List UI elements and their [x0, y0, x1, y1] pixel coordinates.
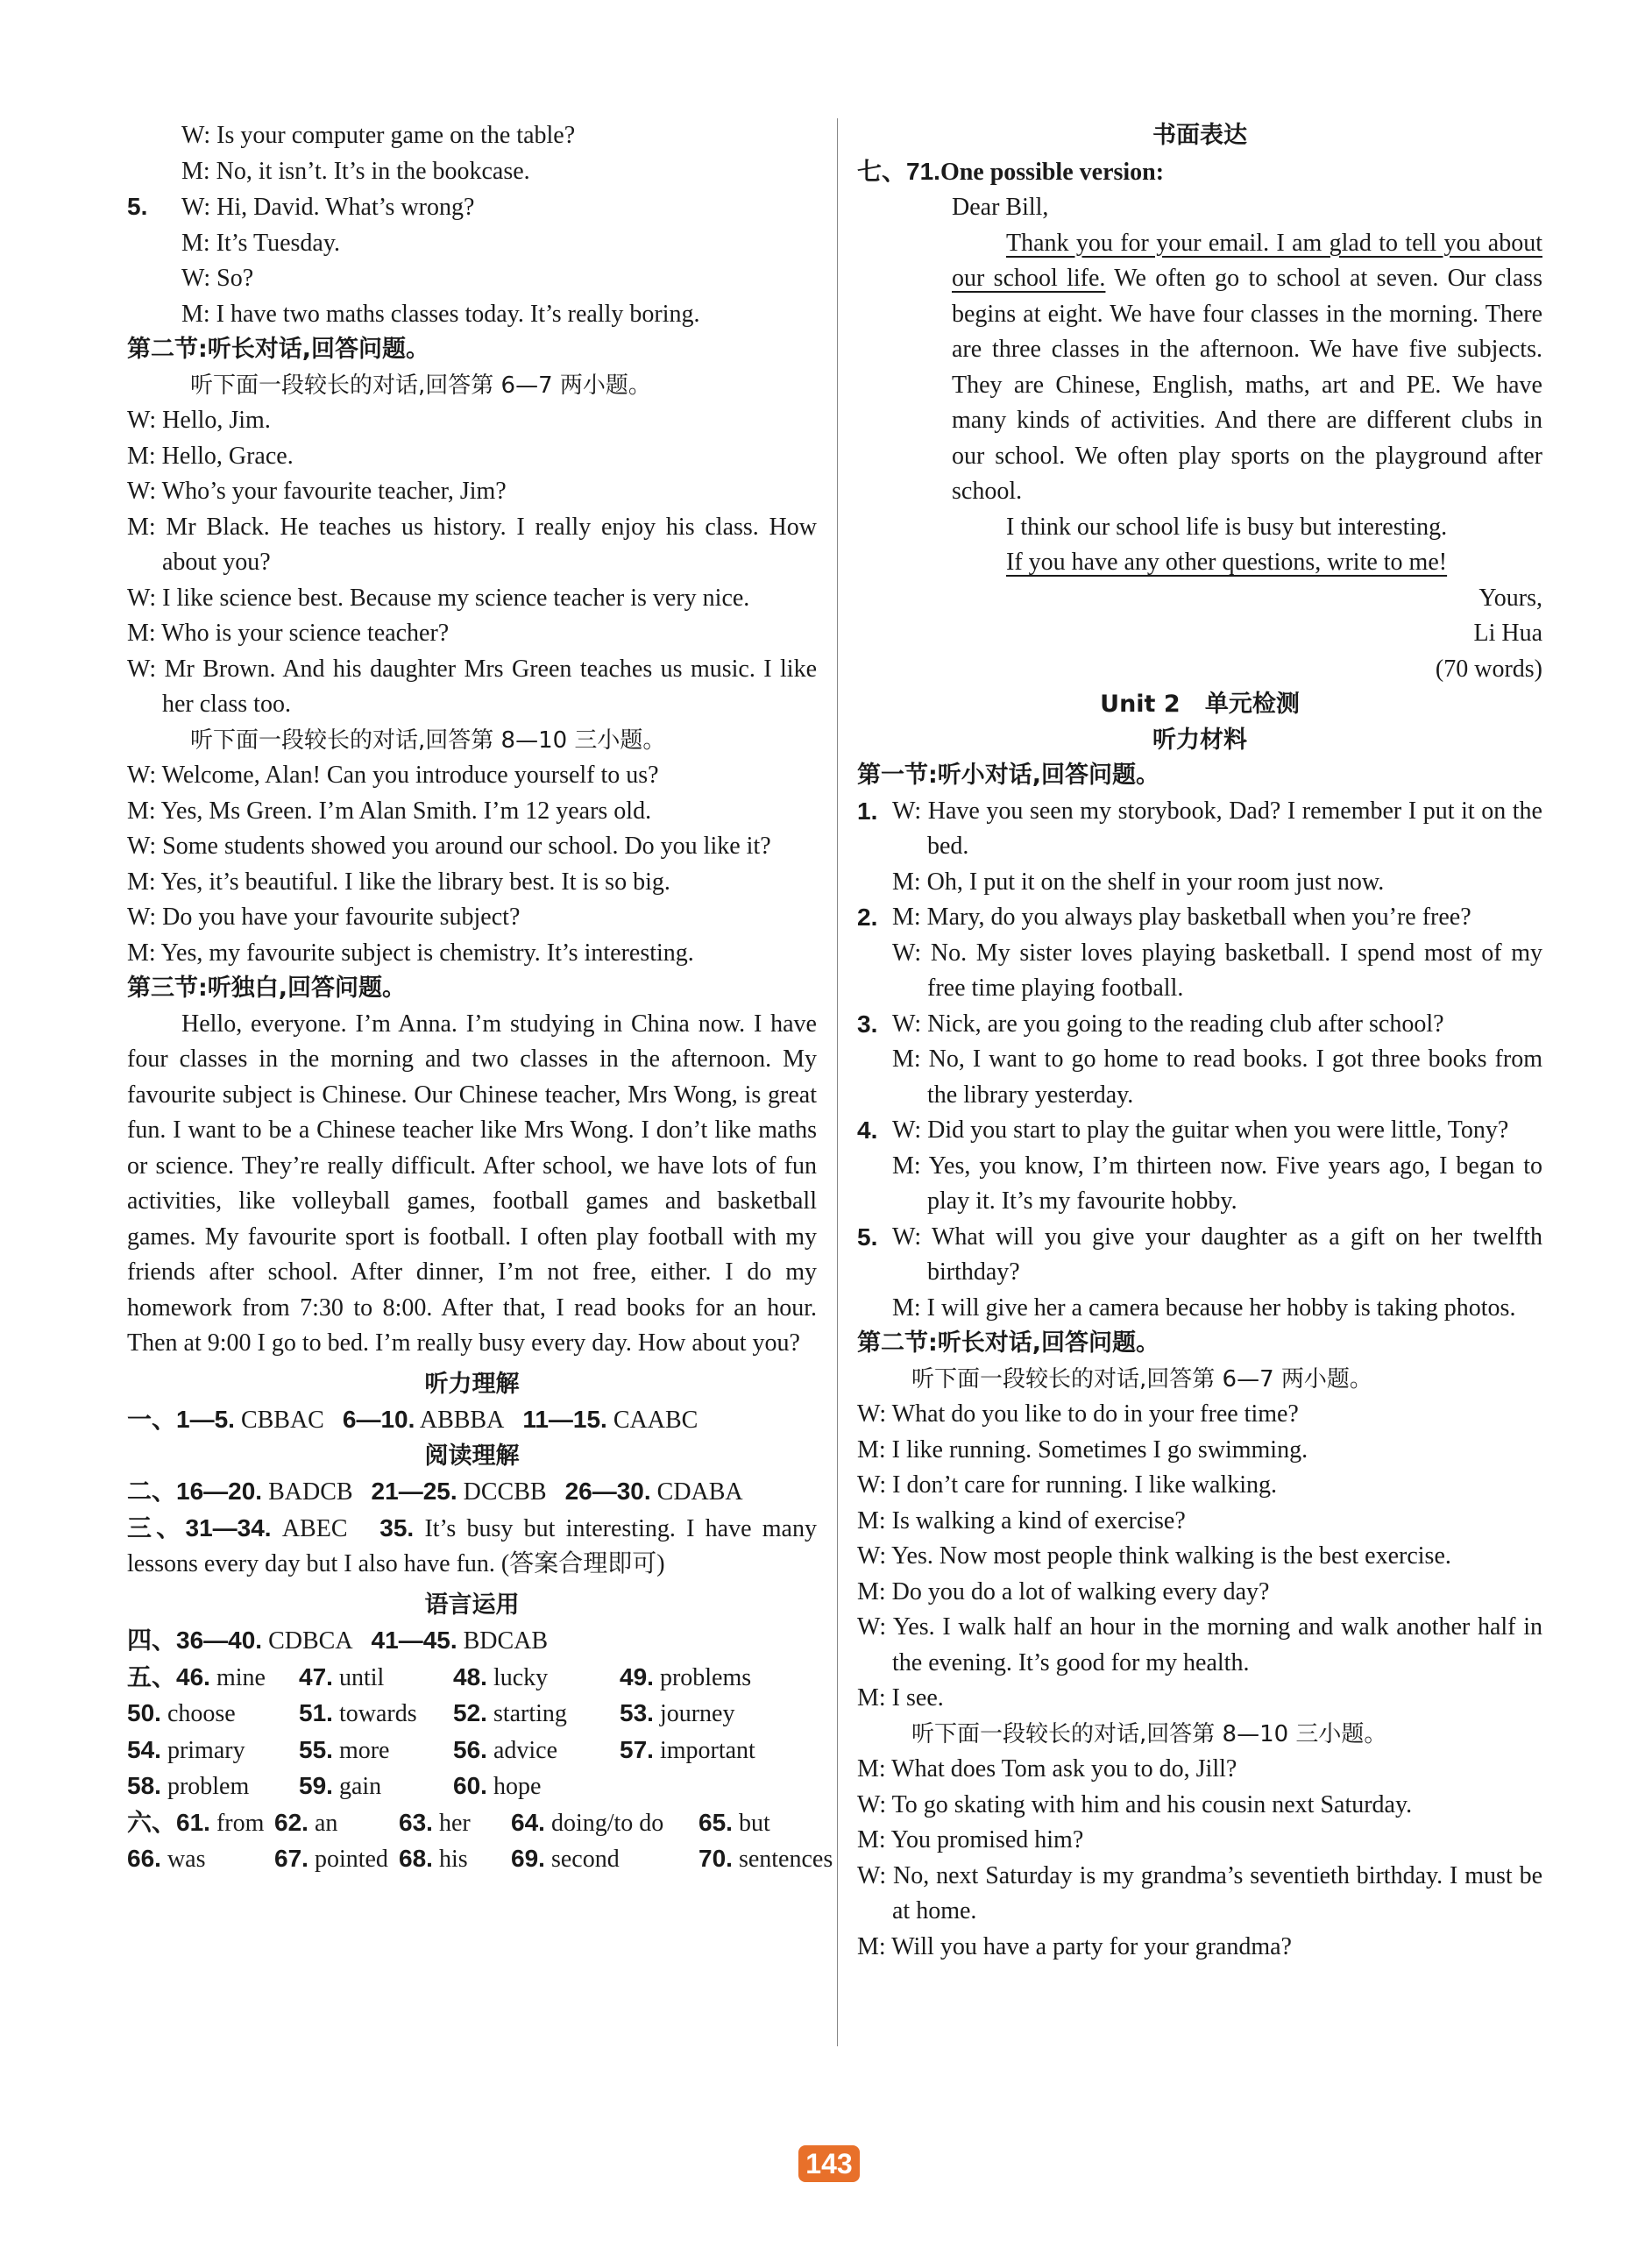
answer-label: 五、46.: [127, 1662, 210, 1690]
answer-cell: [453, 1768, 620, 1805]
answer-grid: [127, 1805, 833, 1878]
answer-value: pointed: [314, 1846, 388, 1873]
answer-cell: [274, 1805, 399, 1842]
answer-label: 54.: [127, 1735, 161, 1763]
dialogue-line: W: Is your computer game on the table?: [181, 122, 576, 149]
dialogue-line: M: Who is your science teacher?: [127, 620, 450, 647]
answer-label: 67.: [274, 1845, 308, 1872]
dialogue-line: W: Some students showed you around our school. Do you like it?: [127, 833, 771, 860]
answer-value: gain: [338, 1773, 382, 1800]
writing-heading: 书面表达: [1152, 122, 1247, 149]
unit-title: Unit 2 单元检测: [1100, 691, 1300, 718]
answer-cell: [299, 1696, 453, 1733]
question-5: [127, 189, 817, 226]
section-title: 第二节:听长对话,回答问题。: [857, 1329, 1160, 1357]
answer-value: his: [438, 1846, 468, 1873]
answer-cell: [127, 1733, 299, 1769]
underlined-sentence: Thank you for your email. I am glad to tell you about our school life.: [952, 229, 1542, 292]
question-number: 1.: [857, 797, 878, 825]
answer-label: 50.: [127, 1699, 161, 1726]
answer-value: It’s busy but interesting. I have many lessons every day but I also have fun. (答案合理即可): [127, 1514, 817, 1577]
answer-label: 55.: [299, 1735, 333, 1763]
answer-cell: [399, 1841, 511, 1878]
letter-closing: Yours,: [1478, 584, 1542, 612]
dialogue-line: [857, 936, 1542, 1007]
answer-value: problems: [659, 1663, 752, 1691]
answer-label: 65.: [698, 1808, 733, 1836]
answer-label: 21—25.: [371, 1478, 457, 1505]
question-title: One possible version:: [940, 158, 1165, 186]
answer-heading-listening: 听力理解: [424, 1370, 520, 1398]
answer-cell: [453, 1733, 620, 1769]
answer-grid: [127, 1660, 817, 1805]
dialogue-block: [127, 403, 817, 723]
question-number: 2.: [857, 904, 878, 931]
dialogue-line: M: It’s Tuesday.: [181, 229, 341, 257]
answer-row: [127, 1696, 817, 1733]
answer-cell: [127, 1696, 299, 1733]
dialogue-line: M: Mr Black. He teaches us history. I really enjoy his class. How about you?: [127, 513, 817, 576]
answer-label: 56.: [453, 1735, 487, 1763]
letter-body: We often go to school at seven. Our class begins at eight. We have four classes in the morning. There are three classes in the afternoon. We have five subjects. They are Chinese, English, maths, art and PE. We have many kinds of activities. And there are different clubs in our school. We often play sports on the playground after school.: [952, 265, 1542, 505]
answer-value: ABBBA: [419, 1407, 505, 1434]
page-number: 143: [798, 2145, 860, 2182]
answer-label: 51.: [299, 1699, 333, 1726]
dialogue-line: [857, 1220, 1542, 1291]
writing-question: [857, 154, 1542, 191]
answer-value: an: [314, 1809, 338, 1837]
dialogue-line: W: Mr Brown. And his daughter Mrs Green teaches us music. I like her class too.: [127, 655, 817, 718]
answer-row: [127, 1733, 817, 1769]
answer-row: [127, 1805, 817, 1842]
answer-cell: [127, 1768, 299, 1805]
dialogue-text: W: Have you seen my storybook, Dad? I remember I put it on the bed.: [892, 797, 1542, 860]
answer-row: [127, 1474, 817, 1511]
question-number: 3.: [857, 1010, 878, 1038]
section-intro: 听下面一段较长的对话,回答第 6—7 两小题。: [911, 1365, 1372, 1393]
answer-label: 六、61.: [127, 1808, 210, 1836]
dialogue-line: W: Do you have your favourite subject?: [127, 904, 521, 931]
question-number: 七、71.: [857, 157, 940, 185]
dialogue-text: M: Yes, you know, I’m thirteen now. Five years ago, I began to play it. It’s my favourite hobby.: [892, 1152, 1542, 1215]
answer-cell: [698, 1841, 833, 1878]
dialogue-line: M: Yes, Ms Green. I’m Alan Smith. I’m 12 years old.: [127, 797, 652, 825]
dialogue-text: W: No. My sister loves playing basketball. I spend most of my free time playing football.: [892, 939, 1542, 1002]
section-title: 第二节:听长对话,回答问题。: [127, 336, 430, 363]
letter-salutation: Dear Bill,: [952, 194, 1049, 221]
answer-value: important: [659, 1736, 755, 1764]
section-title: 第一节:听小对话,回答问题。: [857, 762, 1160, 789]
dialogue-block: [127, 758, 817, 971]
answer-cell: [620, 1696, 812, 1733]
dialogue-text: W: Did you start to play the guitar when you were little, Tony?: [892, 1116, 1509, 1144]
answer-value: choose: [167, 1700, 236, 1727]
answer-label: 48.: [453, 1662, 487, 1690]
short-dialogues: [857, 794, 1542, 1327]
dialogue-line: M: No, it isn’t. It’s in the bookcase.: [181, 157, 530, 185]
answer-label: 6—10.: [342, 1406, 415, 1433]
dialogue-block: [857, 1752, 1542, 1965]
answer-value: ABEC: [281, 1514, 348, 1542]
letter-paragraph: [952, 545, 1542, 581]
dialogue-line: M: Is walking a kind of exercise?: [857, 1506, 1186, 1534]
answer-value: hope: [493, 1773, 542, 1800]
answer-label: 26—30.: [564, 1478, 651, 1505]
dialogue-line: W: Yes. Now most people think walking is the best exercise.: [857, 1542, 1451, 1570]
letter-signature: Li Hua: [1473, 620, 1542, 647]
answer-label: 三、31—34.: [127, 1513, 272, 1542]
word-count: (70 words): [1435, 655, 1542, 683]
listening-material-title: 听力材料: [1152, 726, 1247, 754]
answer-label: 47.: [299, 1662, 333, 1690]
answer-value: BADCB: [268, 1478, 353, 1506]
dialogue-line: M: You promised him?: [857, 1826, 1084, 1853]
answer-value: problem: [167, 1773, 250, 1800]
answer-label: 二、16—20.: [127, 1478, 263, 1505]
dialogue-line: W: Yes. I walk half an hour in the morning and walk another half in the evening. It’s good for my health.: [857, 1613, 1542, 1676]
answer-label: 64.: [511, 1808, 545, 1836]
answer-value: advice: [493, 1736, 557, 1764]
answer-value: BDCAB: [463, 1627, 549, 1655]
section-title: 第三节:听独白,回答问题。: [127, 975, 407, 1002]
column-divider: [837, 118, 838, 2046]
answer-cell: [127, 1841, 274, 1878]
answer-cell: [511, 1805, 698, 1842]
answer-label: 69.: [511, 1845, 545, 1872]
dialogue-text: M: Mary, do you always play basketball when you’re free?: [892, 904, 1471, 931]
dialogue-line: W: Welcome, Alan! Can you introduce yourself to us?: [127, 762, 659, 789]
dialogue-line: [857, 865, 1542, 901]
answer-value: doing/to do: [550, 1809, 664, 1837]
answer-value: mine: [216, 1663, 266, 1691]
question-number: 5.: [127, 193, 148, 220]
dialogue-line: M: Will you have a party for your grandma?: [857, 1932, 1292, 1960]
answer-cell: [453, 1660, 620, 1697]
answer-value: primary: [167, 1736, 245, 1764]
answer-cell: [127, 1660, 299, 1697]
dialogue-line: [857, 1007, 1542, 1043]
dialogue-text: M: I will give her a camera because her hobby is taking photos.: [892, 1293, 1516, 1322]
answer-cell: [453, 1696, 620, 1733]
answer-value: more: [338, 1736, 390, 1764]
dialogue-line: W: So?: [181, 265, 254, 292]
dialogue-line: W: Who’s your favourite teacher, Jim?: [127, 478, 507, 505]
dialogue-line: W: Hi, David. What’s wrong?: [181, 194, 475, 221]
dialogue-line: W: To go skating with him and his cousin next Saturday.: [857, 1790, 1413, 1818]
answer-value: CBBAC: [240, 1407, 324, 1434]
answer-value: lucky: [493, 1663, 549, 1691]
dialogue-line: W: No, next Saturday is my grandma’s seventieth birthday. I must be at home.: [857, 1861, 1542, 1924]
answer-label: 一、1—5.: [127, 1406, 235, 1433]
dialogue-line: [857, 900, 1542, 936]
dialogue-text: W: What will you give your daughter as a gift on her twelfth birthday?: [892, 1223, 1542, 1286]
dialogue-line: M: What does Tom ask you to do, Jill?: [857, 1755, 1237, 1783]
answer-value: DCCBB: [463, 1478, 547, 1506]
answer-cell: [399, 1805, 511, 1842]
answer-row: [127, 1511, 817, 1583]
dialogue-line: M: Hello, Grace.: [127, 442, 294, 470]
answer-label: 70.: [698, 1845, 733, 1872]
underlined-sentence: If you have any other questions, write to me!: [1006, 549, 1448, 576]
answer-value: starting: [493, 1700, 567, 1727]
answer-value: journey: [659, 1700, 735, 1727]
section-intro: 听下面一段较长的对话,回答第 8—10 三小题。: [911, 1720, 1387, 1747]
dialogue-line: [857, 1042, 1542, 1113]
dialogue-block: [857, 1397, 1542, 1717]
answer-value: CDBCA: [268, 1627, 353, 1655]
right-column: [857, 118, 1542, 1965]
letter-paragraph: [952, 226, 1542, 510]
answer-heading-reading: 阅读理解: [424, 1442, 520, 1470]
answer-cell: [299, 1660, 453, 1697]
dialogue-line: M: Do you do a lot of walking every day?: [857, 1577, 1270, 1605]
answer-cell: [299, 1768, 453, 1805]
answer-cell: [620, 1733, 812, 1769]
answer-label: 60.: [453, 1772, 487, 1799]
answer-label: 11—15.: [522, 1406, 607, 1433]
answer-label: 66.: [127, 1845, 161, 1872]
dialogue-line: [857, 1291, 1542, 1327]
dialogue-line: [857, 794, 1542, 865]
dialogue-line: W: I like science best. Because my science teacher is very nice.: [127, 584, 750, 612]
answer-value: but: [738, 1809, 770, 1837]
dialogue-line: W: Hello, Jim.: [127, 407, 271, 434]
question-number: 4.: [857, 1116, 878, 1144]
answer-label: 41—45.: [371, 1627, 457, 1654]
dialogue-line: M: I like running. Sometimes I go swimming.: [857, 1435, 1308, 1464]
dialogue-line: M: I have two maths classes today. It’s really boring.: [181, 300, 700, 328]
letter-paragraph: I think our school life is busy but interesting.: [1006, 513, 1448, 541]
answer-heading-language: 语言运用: [424, 1591, 520, 1619]
answer-label: 53.: [620, 1699, 654, 1726]
dialogue-line: M: I see.: [857, 1684, 944, 1712]
dialogue-text: W: Nick, are you going to the reading club after school?: [892, 1010, 1444, 1038]
section-intro: 听下面一段较长的对话,回答第 8—10 三小题。: [190, 726, 666, 754]
answer-cell: [299, 1733, 453, 1769]
answer-value: sentences: [738, 1846, 833, 1873]
answer-cell: [127, 1805, 274, 1842]
answer-value: until: [338, 1663, 385, 1691]
answer-value: second: [550, 1846, 620, 1873]
answer-label: 四、36—40.: [127, 1627, 263, 1654]
letter: [857, 190, 1542, 687]
answer-cell: [698, 1805, 812, 1842]
dialogue-line: [857, 1149, 1542, 1220]
answer-row: [127, 1660, 817, 1697]
question-number: 5.: [857, 1223, 878, 1251]
answer-value: was: [167, 1846, 206, 1873]
answer-cell: [274, 1841, 399, 1878]
monologue-text: Hello, everyone. I’m Anna. I’m studying in China now. I have four classes in the morning and two classes in the afternoon. My favourite subject is Chinese. Our Chinese teacher, Mrs Wong, is great fun. I want to be a Chinese teacher like Mrs Wong. I don’t like maths or science. They’re really difficult. After school, we have lots of fun activities, like volleyball games, football games and basketball games. My favourite sport is football. I often play football with my friends after school. After dinner, I’m not free, either. I do my homework from 7:30 to 8:00. After that, I read books for an hour. Then at 9:00 I go to bed. I’m really busy every day. How about you?: [127, 1010, 817, 1357]
dialogue-line: W: I don’t care for running. I like walking.: [857, 1471, 1277, 1499]
answer-label: 59.: [299, 1772, 333, 1799]
answer-value: from: [216, 1809, 265, 1837]
answer-row: [127, 1402, 817, 1439]
answer-label: 58.: [127, 1772, 161, 1799]
answer-label: 49.: [620, 1662, 654, 1690]
dialogue-line: [857, 1113, 1542, 1149]
answer-cell: [511, 1841, 698, 1878]
answer-label: 62.: [274, 1808, 308, 1836]
answer-row: [127, 1841, 833, 1878]
answer-value: CDABA: [656, 1478, 743, 1506]
dialogue-text: M: Oh, I put it on the shelf in your room just now.: [892, 868, 1385, 896]
dialogue-line: W: What do you like to do in your free time?: [857, 1400, 1299, 1428]
answer-value: her: [438, 1809, 471, 1837]
answer-cell: [620, 1660, 812, 1697]
answer-row: [127, 1768, 817, 1805]
answer-value: CAABC: [613, 1407, 698, 1434]
answer-label: 68.: [399, 1845, 433, 1872]
dialogue-line: M: Yes, it’s beautiful. I like the library best. It is so big.: [127, 868, 670, 896]
dialogue-text: M: No, I want to go home to read books. I got three books from the library yesterday.: [892, 1045, 1542, 1109]
answer-row: [127, 1623, 817, 1660]
dialogue-line: M: Yes, my favourite subject is chemistry. It’s interesting.: [127, 939, 694, 967]
left-column: [127, 118, 833, 1878]
answer-label: 63.: [399, 1808, 433, 1836]
answer-label: 57.: [620, 1735, 654, 1763]
answer-label: 52.: [453, 1699, 487, 1726]
section-intro: 听下面一段较长的对话,回答第 6—7 两小题。: [190, 372, 651, 399]
answer-value: towards: [338, 1700, 417, 1727]
answer-label: 35.: [379, 1513, 415, 1542]
